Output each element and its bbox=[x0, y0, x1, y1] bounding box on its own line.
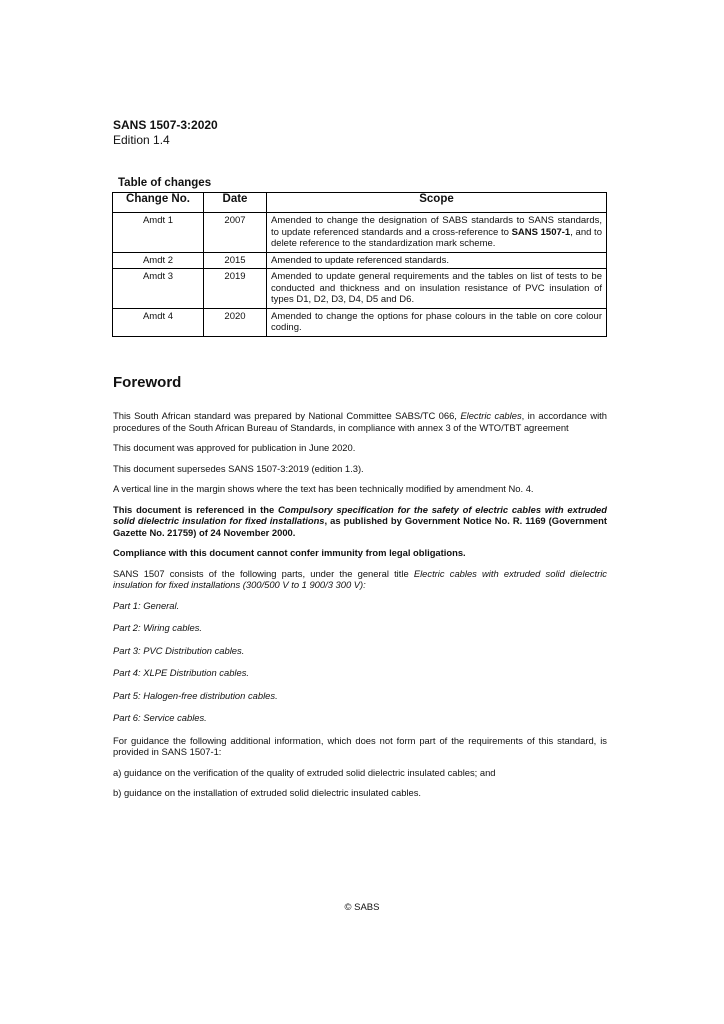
change-scope: Amended to update referenced standards. bbox=[267, 252, 607, 269]
list-item: b) guidance on the installation of extruded solid dielectric insulated cables. bbox=[113, 787, 422, 798]
paragraph bbox=[113, 568, 607, 591]
paragraph: This document was approved for publication in June 2020. bbox=[113, 442, 356, 453]
part-item: Part 1: General. bbox=[113, 599, 180, 611]
text: This South African standard was prepared by National Committee SABS/TC 066, bbox=[113, 410, 461, 421]
change-date: 2015 bbox=[204, 252, 267, 269]
column-header: Date bbox=[204, 193, 267, 213]
document-header bbox=[113, 118, 607, 148]
scope-reference: SANS 1507-1 bbox=[511, 226, 571, 238]
paragraph-bold: Compliance with this document cannot confer immunity from legal obligations. bbox=[113, 547, 466, 558]
changes-table bbox=[112, 192, 607, 337]
paragraph: This document supersedes SANS 1507-3:2019 (edition 1.3). bbox=[113, 462, 364, 474]
table-row bbox=[113, 252, 607, 269]
text: This document is referenced in the bbox=[113, 503, 278, 515]
part-item: Part 2: Wiring cables. bbox=[113, 622, 203, 633]
part-item: Part 3: PVC Distribution cables. bbox=[113, 644, 245, 656]
change-date: 2020 bbox=[204, 308, 267, 336]
footer-copyright: © SABS bbox=[344, 902, 380, 913]
table-row bbox=[113, 213, 607, 253]
change-date: 2007 bbox=[204, 213, 267, 253]
text-italic: Compulsory specification for the safety of electric cables with extruded solid dielectric insulation for fixed installations bbox=[113, 503, 607, 526]
scope-text: Amended to change the designation of SABS standards to SANS standards, to update referenced standards and a cross-reference to bbox=[271, 215, 602, 238]
table-row bbox=[113, 269, 607, 309]
paragraph bbox=[113, 410, 607, 433]
text-italic: Electric cables with extruded solid dielectric insulation for fixed installations (300/500 V to 1 900/3 300 V): bbox=[113, 567, 607, 590]
text-italic: Electric cables bbox=[460, 410, 522, 421]
edition: Edition 1.4 bbox=[113, 133, 170, 147]
paragraph-bold bbox=[113, 504, 607, 539]
text: , in accordance with procedures of the South African Bureau of Standards, in compliance with annex 3 of the WTO/TBT agreement bbox=[113, 410, 607, 433]
standard-id: SANS 1507-3:2020 bbox=[113, 118, 218, 132]
part-item: Part 5: Halogen-free distribution cables. bbox=[113, 689, 278, 701]
change-no: Amdt 4 bbox=[113, 308, 204, 336]
foreword-body bbox=[113, 410, 607, 808]
change-scope bbox=[267, 213, 607, 253]
column-header: Change No. bbox=[113, 193, 204, 213]
paragraph: A vertical line in the margin shows where the text has been technically modified by amendment No. 4. bbox=[113, 483, 534, 494]
part-item: Part 4: XLPE Distribution cables. bbox=[113, 667, 250, 678]
table-header-row bbox=[113, 193, 607, 213]
scope-text: , and to delete reference to the standardization mark scheme. bbox=[271, 226, 602, 249]
foreword-heading: Foreword bbox=[113, 374, 182, 391]
change-no: Amdt 2 bbox=[113, 252, 204, 269]
part-item: Part 6: Service cables. bbox=[113, 712, 207, 723]
change-no: Amdt 1 bbox=[113, 213, 204, 253]
text: , as published by Government Notice No. R. 1169 (Government Gazette No. 21759) of 24 November 2000. bbox=[113, 515, 607, 538]
text: SANS 1507 consists of the following parts, under the general title bbox=[113, 567, 414, 579]
column-header: Scope bbox=[267, 193, 607, 213]
paragraph: For guidance the following additional information, which does not form part of the requirements of this standard, is provided in SANS 1507-1: bbox=[113, 734, 607, 757]
change-scope: Amended to change the options for phase colours in the table on core colour coding. bbox=[267, 308, 607, 336]
table-row bbox=[113, 308, 607, 336]
table-of-changes-title: Table of changes bbox=[118, 177, 212, 189]
change-date: 2019 bbox=[204, 269, 267, 309]
list-item: a) guidance on the verification of the quality of extruded solid dielectric insulated cables; and bbox=[113, 766, 496, 778]
change-scope: Amended to update general requirements and the tables on list of tests to be conducted and thickness and on insulation resistance of PVC insulation of types D1, D2, D3, D4, D5 and D6. bbox=[267, 269, 607, 309]
change-no: Amdt 3 bbox=[113, 269, 204, 309]
